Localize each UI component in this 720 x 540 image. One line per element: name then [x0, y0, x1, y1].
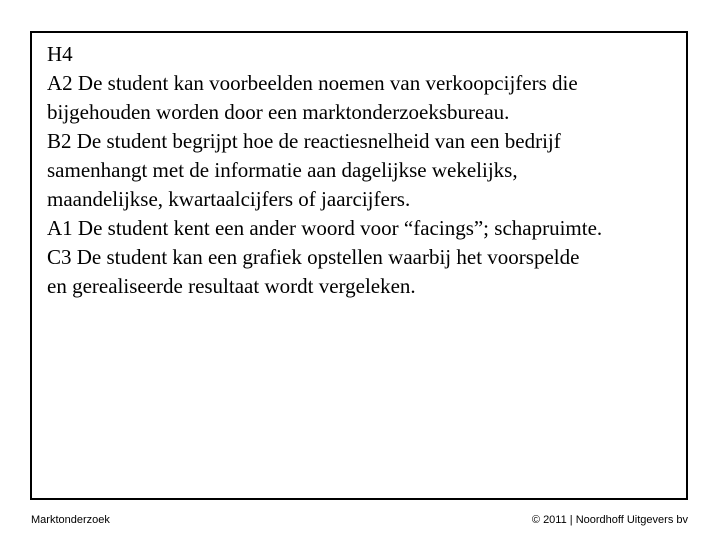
- objective-line: bijgehouden worden door een marktonderzoeksbureau.: [47, 100, 510, 124]
- slide-frame: [30, 31, 688, 500]
- footer-copyright: © 2011 | Noordhoff Uitgevers bv: [531, 514, 688, 526]
- objective-line: maandelijkse, kwartaalcijfers of jaarcijfers.: [47, 187, 411, 211]
- slide-heading: H4: [47, 42, 73, 66]
- objective-line: B2 De student begrijpt hoe de reactiesnelheid van een bedrijf: [47, 129, 561, 153]
- objective-line: C3 De student kan een grafiek opstellen waarbij het voorspelde: [47, 245, 580, 269]
- footer-course-title: Marktonderzoek: [31, 514, 110, 526]
- objective-line: en gerealiseerde resultaat wordt vergeleken.: [47, 274, 416, 298]
- objective-line: A2 De student kan voorbeelden noemen van verkoopcijfers die: [47, 71, 578, 95]
- slide-content: [47, 40, 680, 301]
- objective-line: A1 De student kent een ander woord voor “facings”; schapruimte.: [47, 216, 603, 240]
- objective-line: samenhangt met de informatie aan dagelijkse wekelijks,: [47, 158, 518, 182]
